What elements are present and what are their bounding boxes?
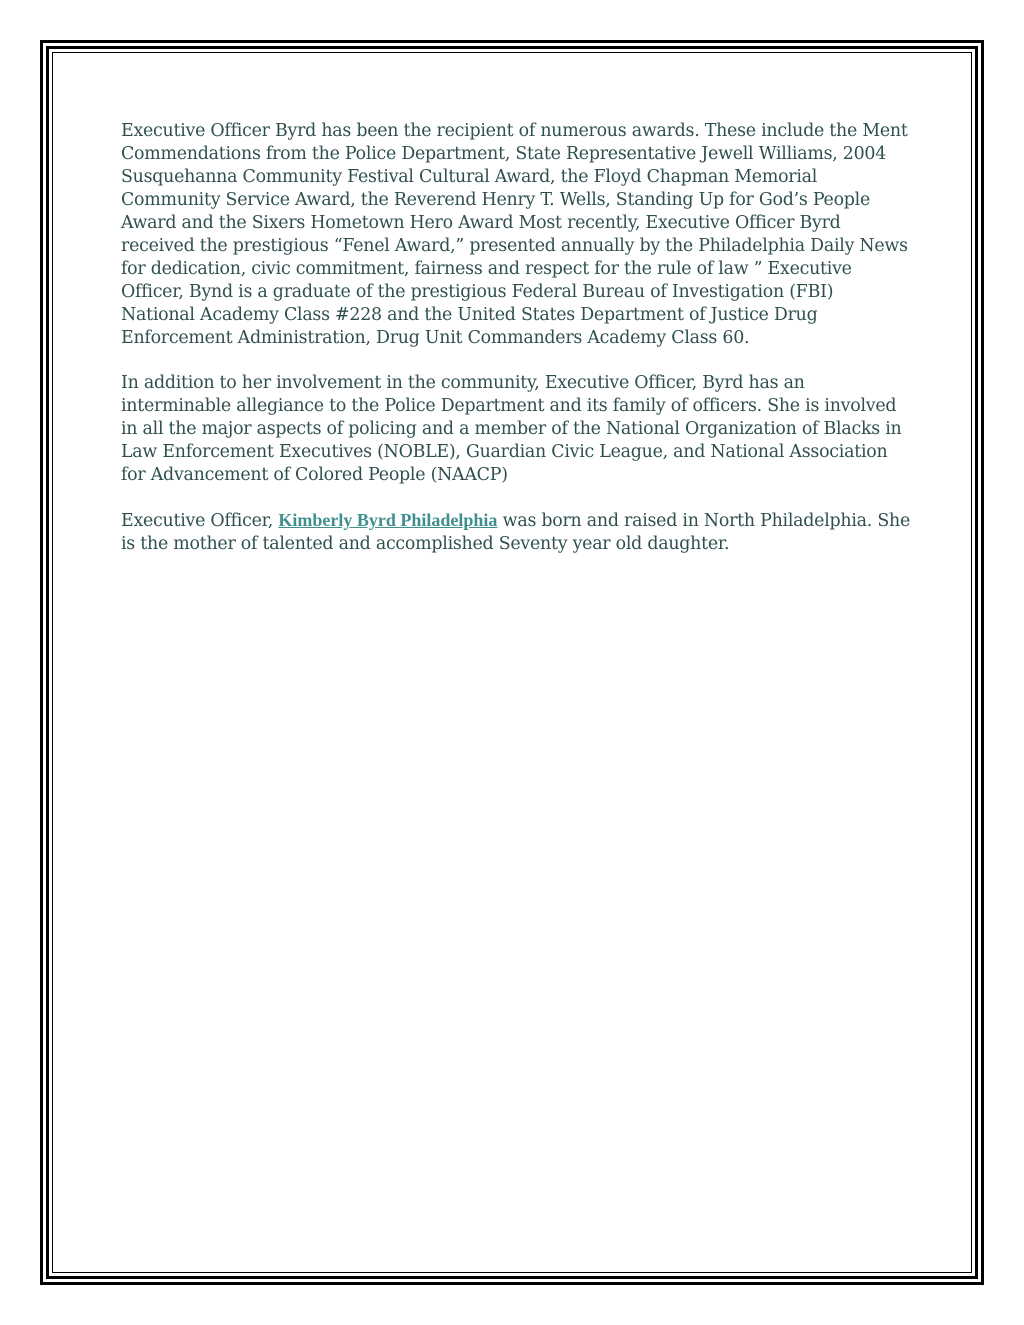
paragraph-involvement: In addition to her involvement in the community, Executive Officer, Byrd has an interminable allegiance to the Police Department and its family of officers. She is involved in all the major aspects of policing and a member of the National Organization of Blacks in Law Enforcement Executives (NOBLE), Guardian Civic League, and National Association for Advancement of Colored People (NAACP) [121, 373, 902, 485]
paragraph-awards: Executive Officer Byrd has been the recipient of numerous awards. These include the Ment Commendations from the Police Department, State Representative Jewell Williams, 2004 Susquehanna Community Festival Cultural Award, the Floyd Chapman Memorial Community Service Award, the Reverend Henry T. Wells, Standing Up for God’s People Award and the Sixers Hometown Hero Award Most recently, Executive Officer Byrd received the prestigious “Fenel Award,” presented annually by the Philadelphia Daily News for dedication, civic commitment, fairness and respect for the rule of law ” Executive Officer, Bynd is a graduate of the prestigious Federal Bureau of Investigation (FBI) National Academy Class #228 and the United States Department of Justice Drug Enforcement Administration, Drug Unit Commanders Academy Class 60. [121, 121, 908, 348]
paragraph-biography-lead: Executive Officer, [121, 511, 279, 531]
paragraph-biography [121, 509, 911, 556]
kimberly-byrd-link[interactable]: Kimberly Byrd Philadelphia [278, 510, 498, 530]
document-body [121, 120, 911, 578]
paragraph-biography-rest: was born and raised in North Philadelphia. She is the mother of talented and accomplished Seventy year old daughter. [121, 511, 910, 554]
